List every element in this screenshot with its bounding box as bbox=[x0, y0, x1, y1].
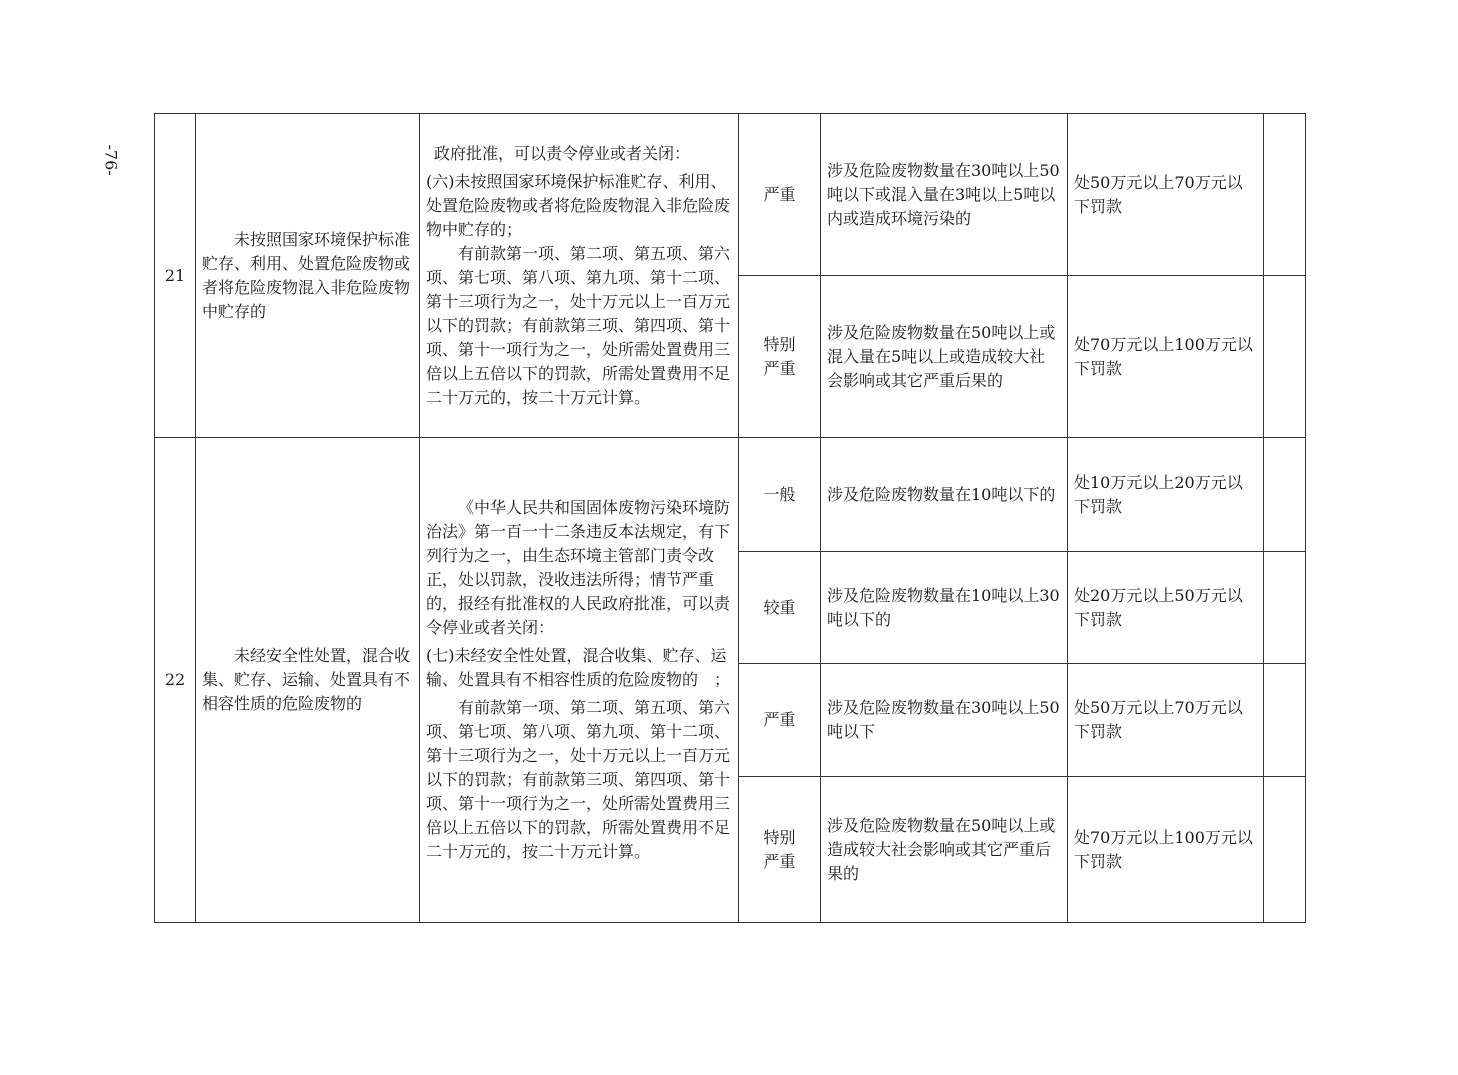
severity-level-text: 一般 bbox=[763, 484, 796, 504]
severity-condition: 涉及危险废物数量在30吨以上50吨以下 bbox=[821, 664, 1068, 777]
severity-level-text: 严重 bbox=[763, 358, 796, 378]
severity-level bbox=[739, 777, 821, 923]
remark-cell bbox=[1264, 777, 1306, 923]
legal-basis-lead: 政府批准，可以责令停业或者关闭： bbox=[434, 143, 691, 163]
severity-condition: 涉及危险废物数量在30吨以上50吨以下或混入量在3吨以上5吨以内或造成环境污染的 bbox=[821, 114, 1068, 276]
remark-cell bbox=[1264, 276, 1306, 438]
severity-level bbox=[739, 276, 821, 438]
severity-condition: 涉及危险废物数量在50吨以上或混入量在5吨以上或造成较大社会影响或其它严重后果的 bbox=[821, 276, 1068, 438]
legal-basis-clause: (六)未按照国家环境保护标准贮存、利用、处置危险废物或者将危险废物混入非危险废物中贮存的； bbox=[426, 171, 731, 239]
severity-level-text: 严重 bbox=[763, 184, 796, 204]
table-row bbox=[155, 114, 1306, 276]
violation-description: 未经安全性处置，混合收集、贮存、运输、处置具有不相容性质的危险废物的 bbox=[196, 438, 420, 923]
item-number: 21 bbox=[155, 114, 196, 438]
page-number: -76- bbox=[101, 144, 121, 176]
legal-basis bbox=[420, 438, 739, 923]
remark-cell bbox=[1264, 114, 1306, 276]
severity-level bbox=[739, 552, 821, 664]
item-number: 22 bbox=[155, 438, 196, 923]
legal-basis bbox=[420, 114, 739, 438]
severity-level-text: 严重 bbox=[763, 710, 796, 729]
severity-level-text: 严重 bbox=[763, 851, 796, 871]
legal-basis-clause: (七)未经安全性处置，混合收集、贮存、运输、处置具有不相容性质的危险废物的 ； bbox=[426, 646, 731, 689]
severity-level bbox=[739, 114, 821, 276]
penalty-amount: 处50万元以上70万元以下罚款 bbox=[1068, 664, 1264, 777]
remark-cell bbox=[1264, 664, 1306, 777]
violation-description: 未按照国家环境保护标准贮存、利用、处置危险废物或者将危险废物混入非危险废物中贮存的 bbox=[196, 114, 420, 438]
table-row bbox=[155, 438, 1306, 552]
legal-basis-penalty: 有前款第一项、第二项、第五项、第六项、第七项、第八项、第九项、第十二项、第十三项行为之一，处十万元以上一百万元以下的罚款；有前款第三项、第四项、第十项、第十一项行为之一，处所需处置费用三倍以上五倍以下的罚款，所需处置费用不足二十万元的，按二十万元计算。 bbox=[426, 698, 731, 861]
severity-condition: 涉及危险废物数量在10吨以下的 bbox=[821, 438, 1068, 552]
penalty-amount: 处70万元以上100万元以下罚款 bbox=[1068, 777, 1264, 923]
legal-basis-penalty: 有前款第一项、第二项、第五项、第六项、第七项、第八项、第九项、第十二项、第十三项行为之一，处十万元以上一百万元以下的罚款；有前款第三项、第四项、第十项、第十一项行为之一，处所需处置费用三倍以上五倍以下的罚款，所需处置费用不足二十万元的，按二十万元计算。 bbox=[426, 243, 731, 407]
severity-level bbox=[739, 664, 821, 777]
penalty-amount: 处10万元以上20万元以下罚款 bbox=[1068, 438, 1264, 552]
severity-condition: 涉及危险废物数量在50吨以上或造成较大社会影响或其它严重后果的 bbox=[821, 777, 1068, 923]
remark-cell bbox=[1264, 552, 1306, 664]
penalty-amount: 处20万元以上50万元以下罚款 bbox=[1068, 552, 1264, 664]
legal-basis-lead: 《中华人民共和国固体废物污染环境防治法》第一百一十二条违反本法规定，有下列行为之一，由生态环境主管部门责令改正，处以罚款，没收违法所得；情节严重的，报经有批准权的人民政府批准，可以责令停业或者关闭： bbox=[426, 498, 731, 637]
penalty-standard-table bbox=[154, 113, 1306, 923]
severity-level-text: 较重 bbox=[763, 597, 796, 617]
severity-level-text: 特别 bbox=[763, 827, 796, 847]
severity-level-text: 特别 bbox=[763, 334, 796, 354]
severity-condition: 涉及危险废物数量在10吨以上30吨以下的 bbox=[821, 552, 1068, 664]
remark-cell bbox=[1264, 438, 1306, 552]
severity-level bbox=[739, 438, 821, 552]
penalty-amount: 处70万元以上100万元以下罚款 bbox=[1068, 276, 1264, 438]
penalty-amount: 处50万元以上70万元以下罚款 bbox=[1068, 114, 1264, 276]
